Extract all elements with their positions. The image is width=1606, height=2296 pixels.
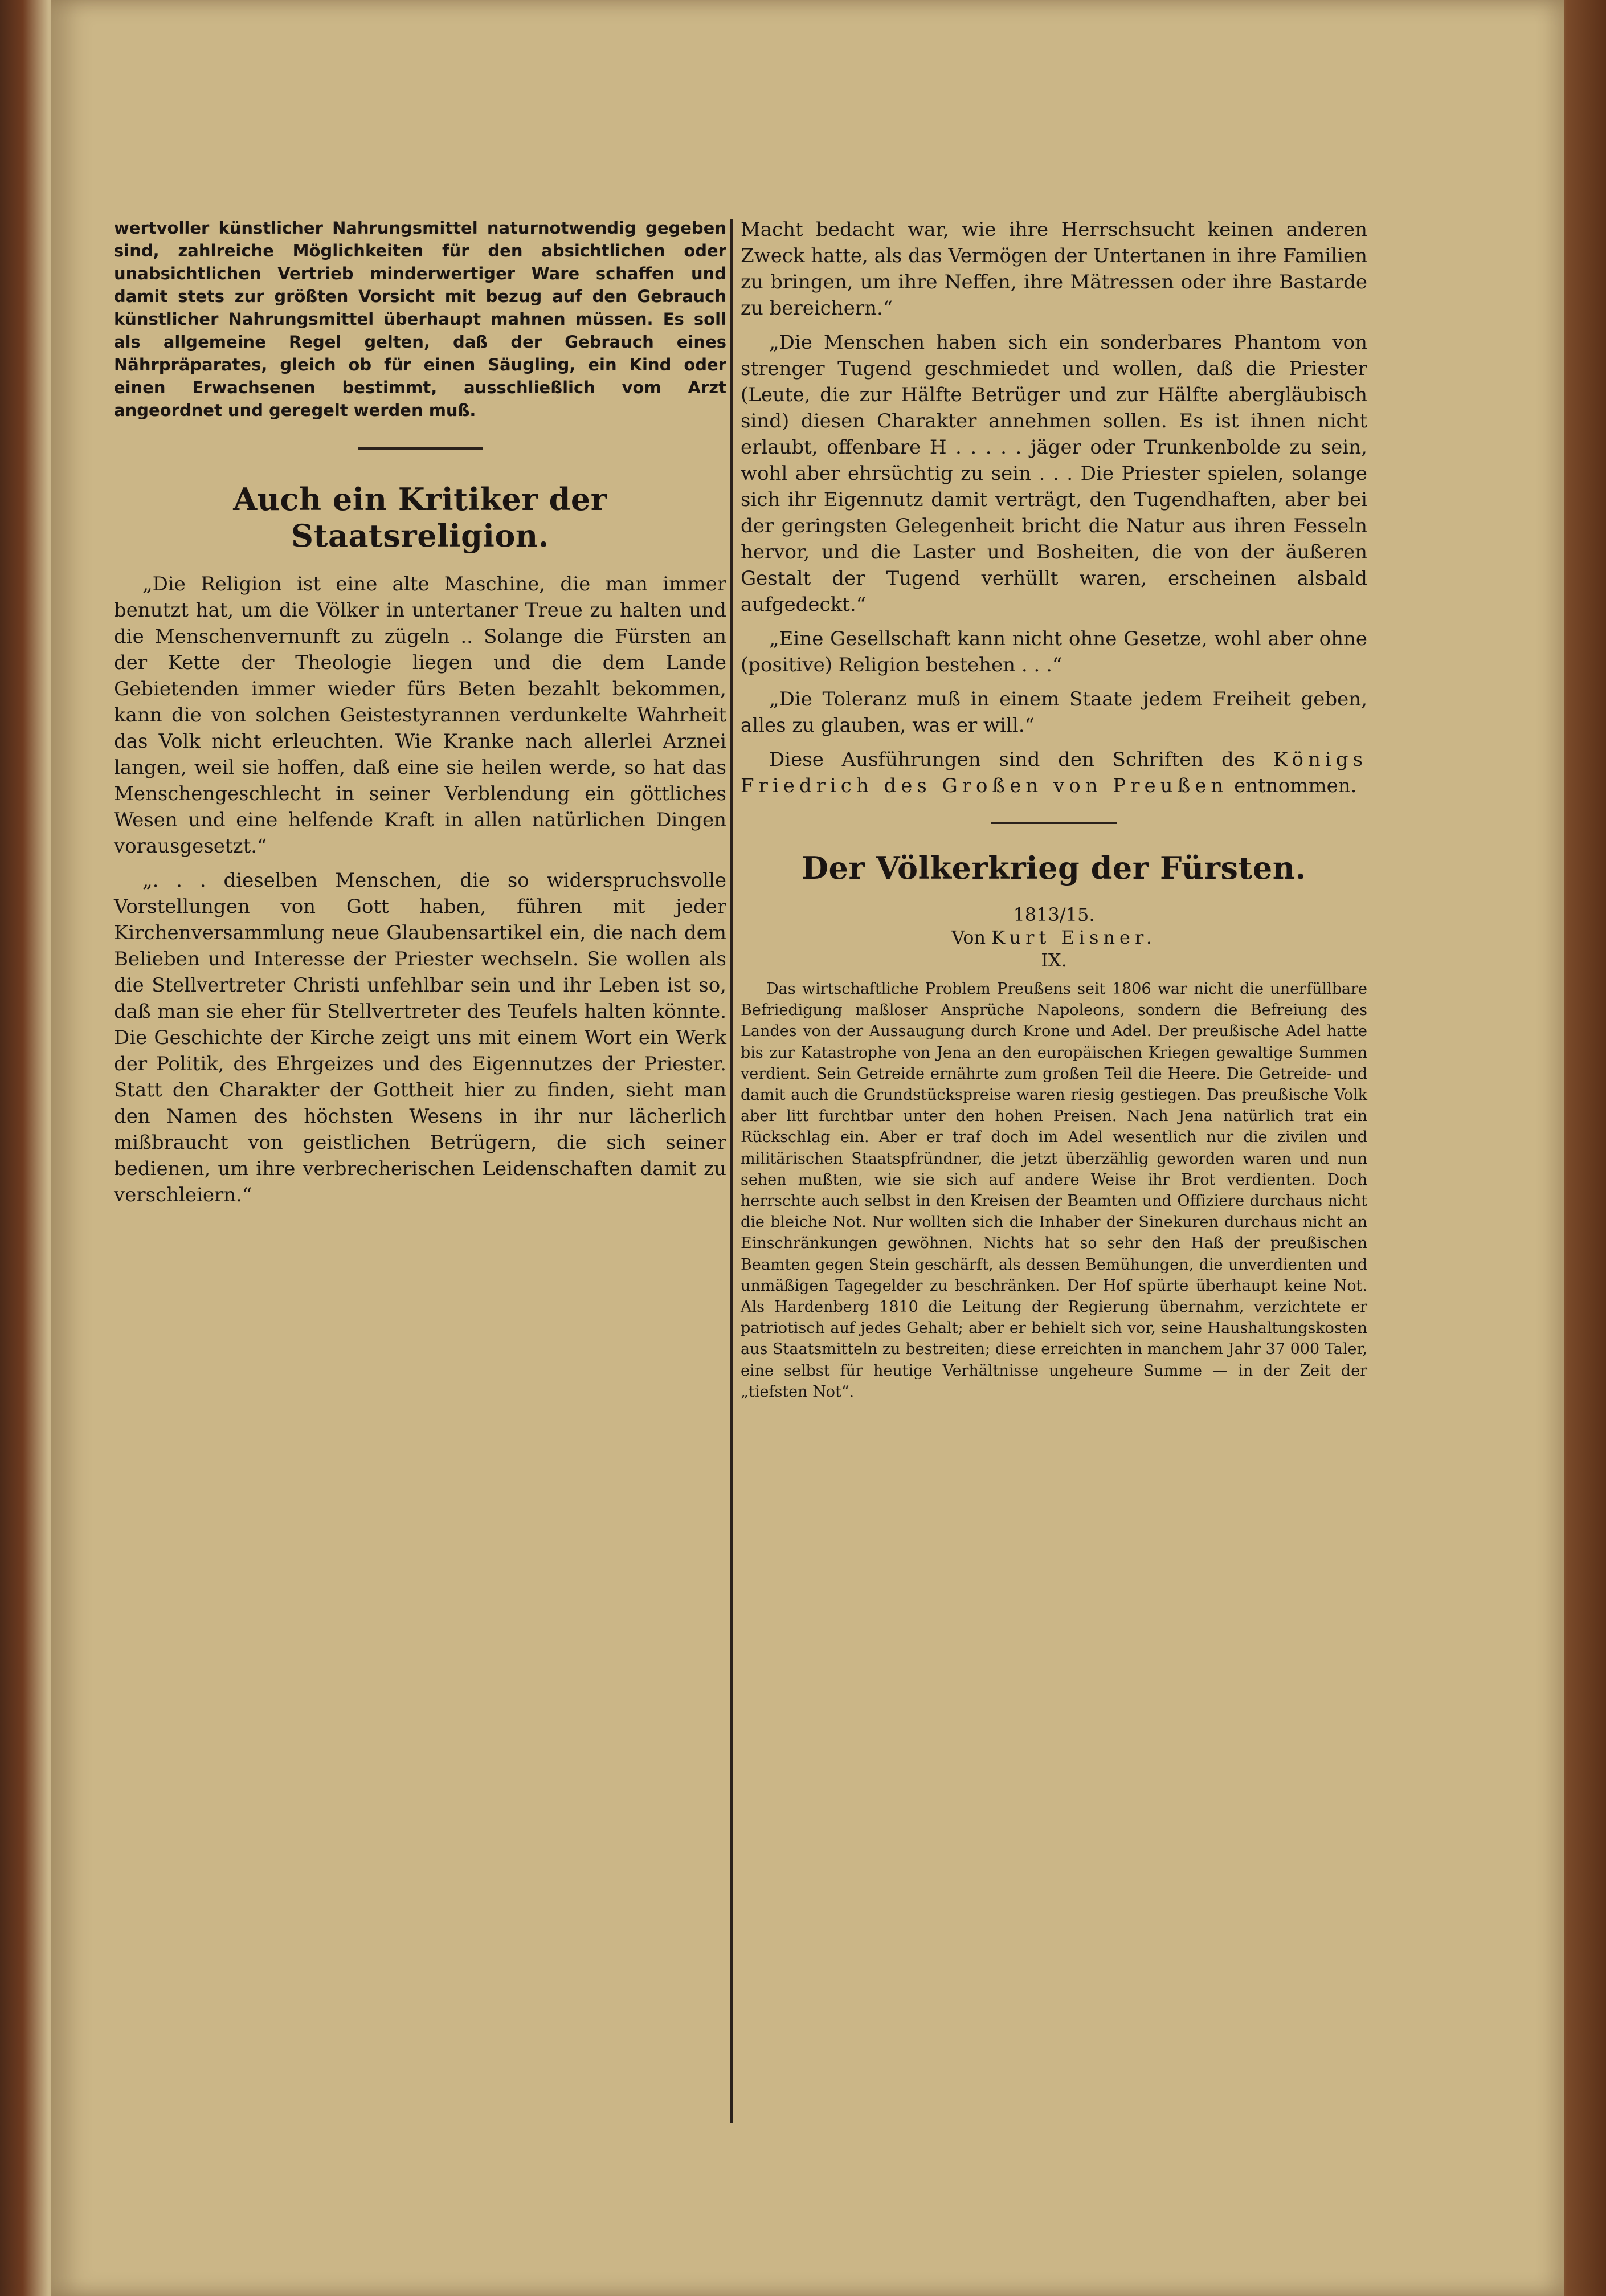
nutrition-notice: wertvoller künstlicher Nahrungsmittel naturnotwendig gegeben sind, zahlreiche Möglichkeiten für den absichtlichen oder unabsichtlichen Vertrieb minderwertiger Ware schaffen und damit stets zur größten Vorsicht mit bezug auf den Gebrauch künstlicher Nahrungsmittel überhaupt mahnen müssen. Es soll als allgemeine Regel gelten, daß der Gebrauch eines Nährpräparates, gleich ob für einen Säugling, ein Kind oder einen Erwachsenen bestimmt, ausschließlich vom Arzt angeordnet und geregelt werden muß.: [114, 218, 726, 420]
newspaper-page: [51, 0, 1564, 2296]
column-rule: [730, 219, 733, 2123]
source-note: [741, 747, 1367, 799]
article-paragraph: Das wirtschaftliche Problem Preußens seit 1806 war nicht die unerfüllbare Befriedigung maßloser Ansprüche Napoleons, sondern die Befreiung des Landes von der Aussaugung durch Krone und Adel. Der preußische Adel hatte bis zur Katastrophe von Jena an den europäischen Kriegen gewaltige Summen verdient. Sein Getreide ernährte zum großen Teil die Heere. Die Getreide- und damit auch die Grundstückspreise waren riesig gestiegen. Das preußische Volk aber litt furchtbar unter den hohen Preisen. Nach Jena natürlich trat ein Rückschlag ein. Aber er traf doch im Adel wesentlich nur die zivilen und militärischen Staatspfründner, die jetzt überzählig geworden waren und nun sehen mußten, wie sie sich auf andere Weise ihr Brot verdienten. Doch herrschte auch selbst in den Kreisen der Beamten und Offiziere durchaus nicht die bleiche Not. Nur wollten sich die Inhaber der Sinekuren durchaus nicht an Einschränkungen gewöhnen. Nichts hat so sehr den Haß der preußischen Beamten gegen Stein geschärft, als dessen Bemühungen, die unverdienten und unmäßigen Tagegelder zu beschränken. Der Hof spürte überhaupt keine Not. Als Hardenberg 1810 die Leitung der Regierung übernahm, verzichtete er patriotisch auf jedes Gehalt; aber er behielt sich vor, seine Haushaltungskosten aus Staatsmitteln zu bestreiten; diese erreichten in manchem Jahr 37 000 Taler, eine selbst für heutige Verhältnisse ungeheure Summe — in der Zeit der „tiefsten Not“.: [741, 980, 1367, 1401]
section-divider: [991, 822, 1117, 824]
article-years: 1813/15.: [1013, 904, 1095, 925]
byline-prefix: Von: [951, 927, 992, 948]
byline: [741, 926, 1367, 949]
source-name: Königs Friedrich des Großen von Preußen: [741, 748, 1367, 797]
article-headline-staatsreligion: Auch ein Kritiker der Staatsreligion.: [233, 481, 607, 554]
article-part: IX.: [1041, 949, 1067, 971]
byline-author: Kurt Eisner.: [991, 927, 1157, 948]
paragraph: „Eine Gesellschaft kann nicht ohne Gesetze, wohl aber ohne (positive) Religion bestehen . . .“: [741, 627, 1367, 676]
right-column: [741, 217, 1367, 1407]
paragraph: „Die Religion ist eine alte Maschine, die man immer benutzt hat, um die Völker in untertaner Treue zu halten und die Menschenvernunft zu zügeln .. Solange die Fürsten an der Kette der Theologie liegen und die dem Lande Gebietenden immer wieder fürs Beten bezahlt bekommen, kann die von solchen Geistestyrannen verdunkelte Wahrheit das Volk nicht erleuchten. Wie Kranke nach allerlei Arznei langen, weil sie hoffen, daß eine sie heilen werde, so hat das Menschengeschlecht in seiner Verblendung ein göttliches Wesen und eine helfende Kraft in allen natürlichen Dingen vorausgesetzt.“: [114, 573, 726, 858]
left-column: [114, 217, 726, 1216]
section-divider: [358, 447, 483, 450]
source-suffix: entnommen.: [1228, 774, 1357, 797]
paragraph: Macht bedacht war, wie ihre Herrschsucht keinen anderen Zweck hatte, als das Vermögen der Untertanen in ihre Familien zu bringen, um ihre Neffen, ihre Mätressen oder ihre Bastarde zu bereichern.“: [741, 218, 1367, 320]
article-headline-voelkerkrieg: Der Völkerkrieg der Fürsten.: [802, 850, 1306, 886]
paragraph: „Die Toleranz muß in einem Staate jedem Freiheit geben, alles zu glauben, was er will.“: [741, 688, 1367, 737]
paragraph: „. . . dieselben Menschen, die so widerspruchsvolle Vorstellungen von Gott haben, führen mit jeder Kirchenversammlung neue Glaubensartikel ein, die nach dem Belieben und Interesse der Priester wechseln. Sie wollen als die Stellvertreter Christi unfehlbar sein und ihr Leben ist so, daß man sie eher für Stellvertreter des Teufels halten könnte. Die Geschichte der Kirche zeigt uns mit einem Wort ein Werk der Politik, des Ehrgeizes und des Eigennutzes der Priester. Statt den Charakter der Gottheit hier zu finden, sieht man den Namen des höchsten Wesens in ihr nur lächerlich mißbraucht von geistlichen Betrügern, die sich seiner bedienen, um ihre verbrecherischen Leidenschaften damit zu verschleiern.“: [114, 869, 726, 1206]
paragraph: „Die Menschen haben sich ein sonderbares Phantom von strenger Tugend geschmiedet und wollen, daß die Priester (Leute, die zur Hälfte Betrüger und zur Hälfte abergläubisch sind) diesen Charakter annehmen sollen. Es ist ihnen nicht erlaubt, offenbare H . . . . . jäger oder Trunkenbolde zu sein, wohl aber ehrsüchtig zu sein . . . Die Priester spielen, solange sich ihr Eigennutz damit verträgt, den Tugendhaften, aber bei der geringsten Gelegenheit bricht die Natur aus ihren Fesseln hervor, und die Laster und Bosheiten, die von der äußeren Gestalt der Tugend verhüllt waren, erscheinen alsbald aufgedeckt.“: [741, 331, 1367, 616]
source-prefix: Diese Ausführungen sind den Schriften des: [769, 748, 1274, 771]
